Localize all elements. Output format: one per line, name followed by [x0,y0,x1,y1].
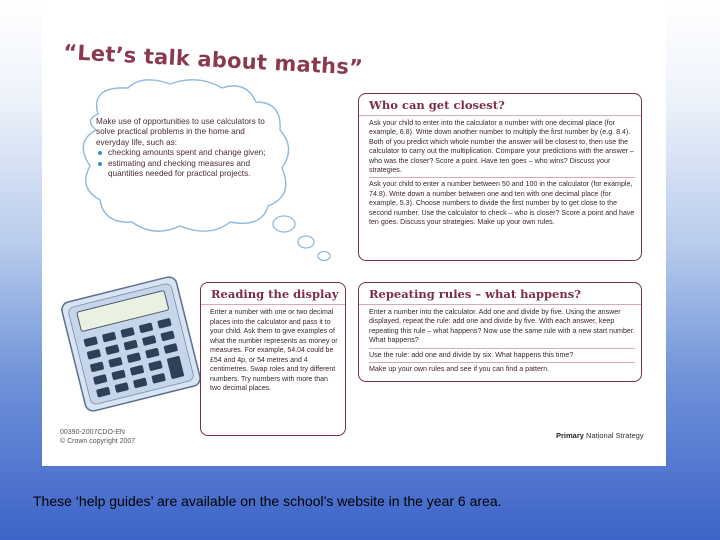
cloud-intro: Make use of opportunities to use calculators to solve practical problems in the home and everyday life, such as: [96,117,265,147]
box-paragraph: Ask your child to enter a number between 50 and 100 in the calculator (for example, 74.8). Write down a number between one and ten with one decimal place (for example, 5.3). Choose numbers to divide the first number by to get close to the second number. Use the calculator to check – who is closer? Score a point and have ten goes. Discuss your strategies. Make up your own rules. [369,180,635,227]
reading-the-display-box [200,282,346,436]
box-heading: Repeating rules – what happens? [359,283,641,305]
divider [369,348,635,349]
slide-caption: These ‘help guides’ are available on the school’s website in the year 6 area. [33,493,502,509]
divider [369,362,635,363]
cloud-text [96,117,266,179]
box-paragraph: Ask your child to enter into the calculator a number with one decimal place (for example, 6.8). Write down another number to multiply the first number by (e.g. 8.4). Both of you predict which whole number the answer will be closest to, then use the calculator to carry out the multiplication. Compare your predictions with the answer – who was the closer? Score a point. Have ten goes – who wins? Discuss your strategies. [369,119,634,175]
box-paragraph: Make up your own rules and see if you can find a pattern. [369,365,550,374]
list-item: checking amounts spent and change given; [96,148,266,158]
divider [369,177,635,178]
who-can-get-closest-box [358,93,642,261]
copyright-notice: © Crown copyright 2007 [60,438,136,445]
list-item: estimating and checking measures and quantities needed for practical projects. [96,159,266,180]
calculator-icon [56,274,206,414]
bullet-icon [98,162,102,166]
brand-logo [556,431,644,440]
box-heading: Who can get closest? [359,94,641,116]
box-paragraph: Use the rule: add one and divide by six. What happens this time? [369,350,574,359]
cloud-bullet-list [96,148,266,179]
brand-rest: National Strategy [586,431,644,440]
repeating-rules-box [358,282,642,382]
bullet-icon [98,151,102,155]
footer-reference [60,428,135,446]
box-paragraph: Enter a number with one or two decimal places into the calculator and pass it to your child. Ask them to give examples of what the number represents as money or measures. For example, 54.04 could be £54 and 4p, or 54 metres and 4 centimetres. Swap roles and try different numbers. Try numbers with more than two decimal places. [210,309,338,392]
brand-primary: Primary [556,431,584,440]
document-code: 00390-2007CDO-EN [60,429,125,436]
box-heading: Reading the display [201,283,345,305]
page-title: “Let’s talk about maths” [62,40,364,80]
box-paragraph: Enter a number into the calculator. Add one and divide by five. Using the answer displayed, repeat the rule: add one and divide by five. With each answer, keep repeating this rule – what happens? Now use the same rule with a new start number. What happens? [369,308,635,345]
